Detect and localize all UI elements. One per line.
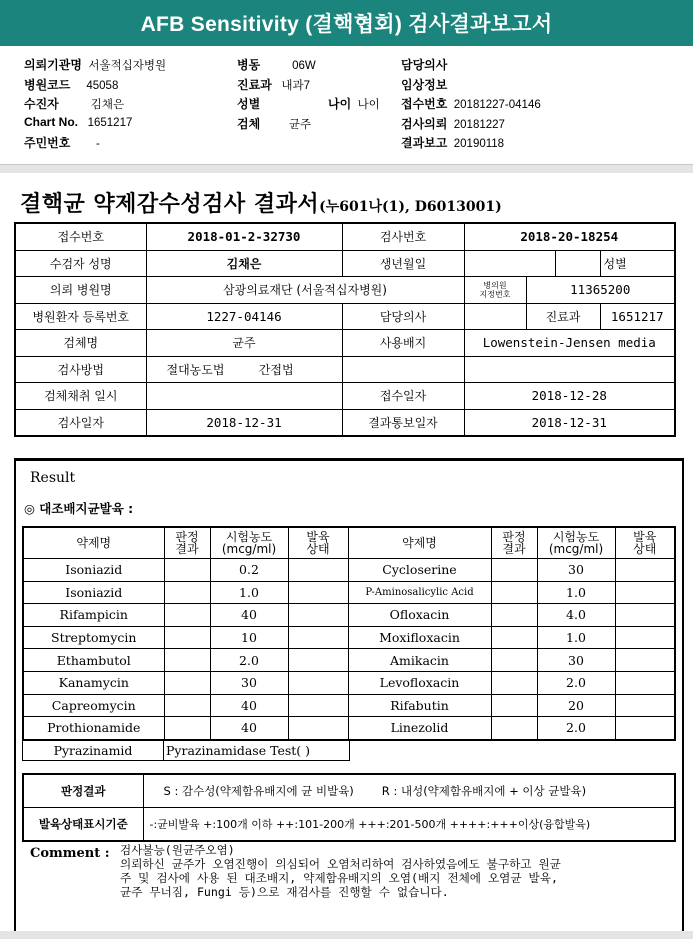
table-row: Rifampicin 40 Ofloxacin 4.0	[23, 604, 675, 627]
col-judge: 판정 결과	[164, 527, 210, 559]
col-drug: 약제명	[23, 527, 164, 559]
header-chart-no: Chart No. 1651217	[24, 115, 133, 129]
comment-text: 검사불능(원균주오염) 의뢰하신 균주가 오염진행이 의심되어 오염처리하여 검사하였음에도 불구하고 원균 주 및 검사에 사용 된 대조배지, 약제함유배지의 오염(배지 전체에 오염균 발육, 균주 무너짐, Fungi 등)으로 재검사를 진행할 수 없습니다.	[120, 843, 561, 899]
header-ward: 병동 06W	[237, 58, 316, 72]
drug-sensitivity-table	[22, 526, 676, 741]
document-title: 결핵균 약제감수성검사 결과서(누601나(1), D6013001)	[20, 191, 502, 217]
header-doctor: 담당의사	[401, 58, 448, 72]
section-divider	[0, 164, 693, 173]
control-growth-label: ◎ 대조배지균발육 :	[24, 501, 134, 516]
table-row: 검체명 균주 사용배지 Lowenstein-Jensen media	[15, 330, 675, 357]
table-row: Kanamycin 30 Levofloxacin 2.0	[23, 671, 675, 694]
header-sex: 성별	[237, 97, 261, 111]
table-row: Prothionamide 40 Linezolid 2.0	[23, 717, 675, 740]
header-institution: 의뢰기관명 서울적십자병원	[24, 58, 167, 72]
table-row: 판정결과 S : 감수성(약제함유배지에 균 비발육) R : 내성(약제함유배지에 + 이상 균발육)	[23, 774, 675, 808]
pyrazinamid-row	[22, 739, 350, 761]
table-row: 검사일자 2018-12-31 결과통보일자 2018-12-31	[15, 409, 675, 436]
header-specimen: 검체 균주	[237, 117, 312, 131]
table-row: 병원환자 등록번호 1227-04146 담당의사 진료과 1651217	[15, 303, 675, 330]
table-row: 발육상태표시기준 -:균비발육 +:100개 이하 ++:101-200개 +++:201-500개 ++++:+++이상(융합발육)	[23, 808, 675, 842]
document-code: (누601나(1), D6013001)	[319, 199, 502, 215]
table-row: 검사방법 절대농도법 간접법	[15, 356, 675, 383]
header-request-date: 검사의뢰 20181227	[401, 117, 505, 131]
header-clinical-info: 임상정보	[401, 78, 448, 92]
legend-table	[22, 773, 676, 842]
header-receipt-no: 접수번호 20181227-04146	[401, 97, 541, 111]
header-patient: 수진자 김채은	[24, 97, 125, 111]
table-row: Isoniazid 0.2 Cycloserine 30	[23, 559, 675, 582]
col-growth: 발육 상태	[615, 527, 675, 559]
table-row: Ethambutol 2.0 Amikacin 30	[23, 649, 675, 672]
specimen-info-table	[14, 222, 676, 437]
col-conc: 시험농도 (mcg/ml)	[537, 527, 615, 559]
report-title-bar	[0, 0, 693, 46]
table-row: 의뢰 병원명 삼광의료재단 (서울적십자병원) 병의원 지정번호 11365200	[15, 277, 675, 304]
col-judge: 판정 결과	[491, 527, 537, 559]
header-report-date: 결과보고 20190118	[401, 136, 505, 150]
header-resident-no: 주민번호 -	[24, 136, 100, 150]
col-conc: 시험농도 (mcg/ml)	[210, 527, 288, 559]
table-header-row	[23, 527, 675, 559]
result-title: Result	[30, 470, 76, 486]
header-department: 진료과 내과7	[237, 78, 310, 92]
table-row: 접수번호 2018-01-2-32730 검사번호 2018-20-18254	[15, 223, 675, 250]
table-row: Isoniazid 1.0 P-Aminosalicylic Acid 1.0	[23, 581, 675, 604]
table-row: 검체채취 일시 접수일자 2018-12-28	[15, 383, 675, 410]
header-age: 나이 나이	[328, 97, 380, 111]
comment-label: Comment :	[30, 846, 110, 861]
col-drug: 약제명	[348, 527, 491, 559]
col-growth: 발육 상태	[288, 527, 348, 559]
table-row: Pyrazinamid Pyrazinamidase Test( )	[23, 740, 350, 761]
table-row: Capreomycin 40 Rifabutin 20	[23, 694, 675, 717]
page-footer-bar	[0, 931, 693, 939]
header-hospital-code: 병원코드 45058	[24, 78, 119, 92]
table-row: Streptomycin 10 Moxifloxacin 1.0	[23, 626, 675, 649]
report-title: AFB Sensitivity (결핵협회) 검사결과보고서	[140, 13, 553, 36]
table-row: 수검자 성명 김채은 생년월일 성별	[15, 250, 675, 277]
